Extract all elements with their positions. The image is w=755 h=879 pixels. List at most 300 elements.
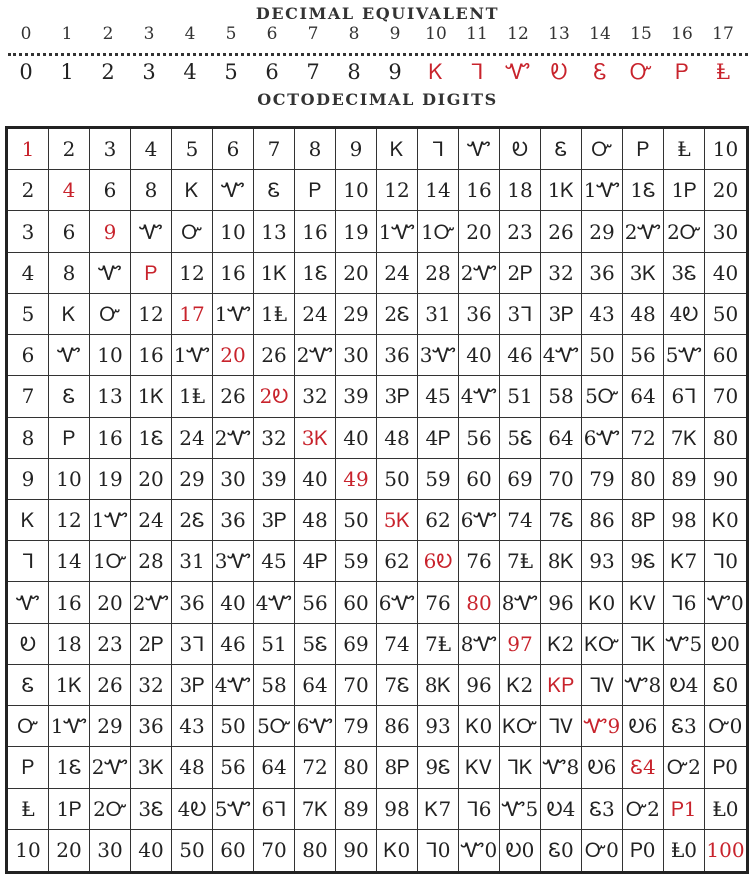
table-cell: 36: [213, 500, 254, 541]
table-cell: 1Ꮙ: [213, 294, 254, 335]
table-cell: Ꮕ2: [623, 789, 664, 830]
table-cell: 80: [459, 582, 500, 623]
table-cell: 3Ꮲ: [541, 294, 582, 335]
table-cell: 10: [336, 170, 377, 211]
table-cell: 60: [459, 459, 500, 500]
table-cell: Ꮙ: [459, 129, 500, 170]
octodecimal-digit: 2: [101, 60, 115, 84]
table-cell: Ꮲ: [623, 129, 664, 170]
table-cell: 4: [8, 253, 49, 294]
octodecimal-digit: Ꮙ: [505, 60, 531, 84]
table-cell: Ꮙ5: [664, 624, 705, 665]
table-cell: 12: [172, 253, 213, 294]
table-cell: 3: [8, 211, 49, 252]
table-cell: 10: [213, 211, 254, 252]
table-cell: ᒣ0: [705, 541, 746, 582]
table-cell: 4Ꮙ: [459, 376, 500, 417]
table-cell: 8: [131, 170, 172, 211]
table-cell: Ꮶ0: [377, 830, 418, 871]
table-cell: 4: [49, 170, 90, 211]
table-cell: Ꮶ: [377, 129, 418, 170]
table-cell: 2Ꮛ: [377, 294, 418, 335]
table-cell: Ꮕ2: [664, 747, 705, 788]
table-cell: 26: [90, 665, 131, 706]
table-cell: 89: [664, 459, 705, 500]
table-cell: 1Ꮛ: [295, 253, 336, 294]
multiplication-table: [5, 126, 749, 874]
table-cell: ᒣ: [8, 541, 49, 582]
table-cell: 64: [541, 418, 582, 459]
table-cell: 80: [295, 830, 336, 871]
table-cell: 1Ꮛ: [131, 418, 172, 459]
decimal-value: 9: [389, 24, 401, 44]
decimal-value: 11: [466, 24, 488, 44]
table-cell: 16: [213, 253, 254, 294]
table-cell: 79: [582, 459, 623, 500]
table-cell: 4Ꮙ: [254, 582, 295, 623]
table-cell: 32: [295, 376, 336, 417]
table-cell: 6Ꮙ: [295, 706, 336, 747]
table-cell: 74: [377, 624, 418, 665]
table-cell: 48: [623, 294, 664, 335]
table-cell: Ꮛ3: [582, 789, 623, 830]
table-cell: ᒣᏦ: [623, 624, 664, 665]
table-cell: 6ᒣ: [664, 376, 705, 417]
table-cell: 31: [172, 541, 213, 582]
table-cell: Ꮲ: [295, 170, 336, 211]
table-cell: 51: [254, 624, 295, 665]
table-cell: Ꮛ: [254, 170, 295, 211]
table-cell: Ꮕ: [582, 129, 623, 170]
table-cell: 49: [336, 459, 377, 500]
table-cell: 2Ꮕ: [90, 789, 131, 830]
decimal-value: 10: [425, 24, 447, 44]
table-cell: 1Ꮲ: [49, 789, 90, 830]
table-cell: 30: [90, 830, 131, 871]
table-cell: 14: [49, 541, 90, 582]
table-cell: 2: [49, 129, 90, 170]
table-cell: 20: [213, 335, 254, 376]
table-cell: 2: [8, 170, 49, 211]
table-cell: 90: [336, 830, 377, 871]
decimal-value: 7: [307, 24, 319, 44]
table-cell: 74: [500, 500, 541, 541]
table-cell: 56: [623, 335, 664, 376]
table-cell: 50: [172, 830, 213, 871]
table-cell: 16: [459, 170, 500, 211]
table-cell: 9: [90, 211, 131, 252]
table-cell: Ꮙ: [131, 211, 172, 252]
table-cell: 9: [8, 459, 49, 500]
table-cell: 1Ꮕ: [418, 211, 459, 252]
table-cell: 48: [172, 747, 213, 788]
table-cell: Ⱡ0: [705, 789, 746, 830]
dotted-divider: [8, 53, 748, 56]
table-cell: 29: [336, 294, 377, 335]
table-cell: 60: [213, 830, 254, 871]
table-cell: 2Ꮛ: [172, 500, 213, 541]
decimal-value: 5: [225, 24, 237, 44]
table-cell: 20: [90, 582, 131, 623]
octodecimal-digit: 1: [60, 60, 74, 84]
octodecimal-digit: 6: [265, 60, 279, 84]
table-cell: 3: [90, 129, 131, 170]
table-cell: 58: [254, 665, 295, 706]
table-cell: 39: [254, 459, 295, 500]
table-cell: 4: [131, 129, 172, 170]
table-cell: 12: [131, 294, 172, 335]
table-cell: 2Ꮙ: [131, 582, 172, 623]
octodecimal-digit: Ꭷ: [550, 60, 568, 84]
table-cell: 20: [459, 211, 500, 252]
table-cell: 1Ꮙ: [90, 500, 131, 541]
table-cell: Ꮙ8: [623, 665, 664, 706]
table-cell: 5Ꮛ: [295, 624, 336, 665]
octodecimal-digit: 0: [19, 60, 33, 84]
table-cell: 8: [49, 253, 90, 294]
table-cell: ᏦᏅ: [500, 706, 541, 747]
table-cell: 1Ꮛ: [623, 170, 664, 211]
table-cell: ᏦᏅ: [582, 624, 623, 665]
table-cell: 7Ꮶ: [295, 789, 336, 830]
table-cell: 9: [336, 129, 377, 170]
table-cell: 80: [336, 747, 377, 788]
table-cell: 3Ꮶ: [295, 418, 336, 459]
table-cell: 50: [213, 706, 254, 747]
table-cell: 16: [131, 335, 172, 376]
table-cell: 8Ꮶ: [541, 541, 582, 582]
table-cell: Ꭷ4: [664, 665, 705, 706]
table-cell: 8Ꮶ: [418, 665, 459, 706]
table-cell: Ꮶ: [49, 294, 90, 335]
table-cell: 16: [49, 582, 90, 623]
table-cell: ᒣᏙ: [541, 706, 582, 747]
table-cell: Ꮶ7: [418, 789, 459, 830]
table-cell: 26: [213, 376, 254, 417]
table-cell: 9Ꮛ: [623, 541, 664, 582]
octodecimal-digit: 7: [306, 60, 320, 84]
table-cell: 98: [377, 789, 418, 830]
table-cell: 30: [336, 335, 377, 376]
table-cell: 3Ꮶ: [131, 747, 172, 788]
decimal-value: 8: [348, 24, 360, 44]
table-cell: 1Ꮙ: [49, 706, 90, 747]
table-cell: 4Ꮲ: [418, 418, 459, 459]
table-cell: 9Ꮛ: [418, 747, 459, 788]
decimal-value: 17: [712, 24, 734, 44]
table-cell: 26: [541, 211, 582, 252]
table-cell: 26: [254, 335, 295, 376]
table-cell: 18: [500, 170, 541, 211]
table-cell: 1Ꮲ: [664, 170, 705, 211]
table-cell: 62: [418, 500, 459, 541]
table-cell: 24: [172, 418, 213, 459]
table-cell: Ꮶ: [172, 170, 213, 211]
table-cell: 5: [172, 129, 213, 170]
table-cell: 1Ꮙ: [582, 170, 623, 211]
table-cell: 20: [336, 253, 377, 294]
table-cell: 36: [459, 294, 500, 335]
table-cell: 6: [213, 129, 254, 170]
table-cell: 46: [213, 624, 254, 665]
decimal-value: 3: [143, 24, 155, 44]
table-cell: 1Ⱡ: [254, 294, 295, 335]
table-cell: 1Ꮶ: [131, 376, 172, 417]
table-cell: 2Ꮲ: [500, 253, 541, 294]
table-cell: Ꮕ: [172, 211, 213, 252]
table-cell: Ⱡ: [664, 129, 705, 170]
table-cell: 60: [705, 335, 746, 376]
table-cell: 64: [254, 747, 295, 788]
table-cell: ᏦᏙ: [623, 582, 664, 623]
table-cell: 10: [8, 830, 49, 871]
table-cell: 24: [295, 294, 336, 335]
table-cell: ᏦᏙ: [459, 747, 500, 788]
table-cell: 80: [705, 418, 746, 459]
octodecimal-digit: 4: [183, 60, 197, 84]
table-cell: Ꮙ0: [459, 830, 500, 871]
table-cell: 5Ꮙ: [664, 335, 705, 376]
table-cell: 2Ꮙ: [295, 335, 336, 376]
table-cell: 20: [705, 170, 746, 211]
table-cell: 1Ꮶ: [254, 253, 295, 294]
table-cell: ᒣ0: [418, 830, 459, 871]
table-cell: 1Ꮶ: [541, 170, 582, 211]
table-cell: 4Ꭷ: [664, 294, 705, 335]
table-cell: 98: [664, 500, 705, 541]
table-cell: 70: [705, 376, 746, 417]
table-cell: 70: [336, 665, 377, 706]
table-cell: Ꮲ0: [623, 830, 664, 871]
octodecimal-digit: 8: [347, 60, 361, 84]
table-cell: Ꮙ: [90, 253, 131, 294]
table-cell: 2Ꮙ: [623, 211, 664, 252]
decimal-value: 13: [548, 24, 570, 44]
table-cell: 19: [90, 459, 131, 500]
table-cell: Ꮙ0: [705, 582, 746, 623]
table-cell: 58: [541, 376, 582, 417]
octodecimal-digit: Ꮕ: [629, 60, 653, 84]
table-cell: 2Ꮙ: [459, 253, 500, 294]
table-cell: 64: [623, 376, 664, 417]
table-cell: 31: [418, 294, 459, 335]
table-cell: 59: [418, 459, 459, 500]
table-cell: 45: [418, 376, 459, 417]
table-cell: Ꮶ0: [705, 500, 746, 541]
table-cell: 8: [295, 129, 336, 170]
table-cell: 32: [541, 253, 582, 294]
table-cell: Ꮛ0: [541, 830, 582, 871]
table-cell: 23: [500, 211, 541, 252]
table-cell: 7Ꮛ: [377, 665, 418, 706]
table-cell: 8Ꮙ: [459, 624, 500, 665]
octodecimal-digit: 9: [388, 60, 402, 84]
decimal-equivalent-heading: DECIMAL EQUIVALENT: [255, 4, 500, 23]
table-cell: 28: [131, 541, 172, 582]
octodecimal-digit: Ꮲ: [675, 60, 689, 84]
table-cell: 10: [705, 129, 746, 170]
table-cell: 60: [336, 582, 377, 623]
decimal-value: 14: [589, 24, 611, 44]
table-cell: 20: [49, 830, 90, 871]
table-cell: Ꮶ: [8, 500, 49, 541]
table-cell: 20: [131, 459, 172, 500]
table-cell: 7: [254, 129, 295, 170]
table-cell: 5Ꮕ: [254, 706, 295, 747]
table-cell: 36: [582, 253, 623, 294]
table-cell: 2Ꮲ: [131, 624, 172, 665]
table-cell: 50: [377, 459, 418, 500]
table-cell: 6: [49, 211, 90, 252]
table-cell: 80: [623, 459, 664, 500]
table-cell: 14: [418, 170, 459, 211]
table-cell: 43: [582, 294, 623, 335]
table-cell: 28: [418, 253, 459, 294]
multiplication-grid: [8, 129, 746, 871]
table-cell: 8Ꮲ: [377, 747, 418, 788]
table-cell: Ꮕ0: [705, 706, 746, 747]
table-cell: Ꮙ8: [541, 747, 582, 788]
table-cell: Ꮙ5: [500, 789, 541, 830]
table-cell: 29: [172, 459, 213, 500]
table-cell: 40: [336, 418, 377, 459]
table-cell: Ꭷ: [500, 129, 541, 170]
table-cell: 5Ꮛ: [500, 418, 541, 459]
table-cell: 2Ꮕ: [664, 211, 705, 252]
table-cell: Ꮲ: [131, 253, 172, 294]
table-cell: 1Ꮶ: [49, 665, 90, 706]
table-cell: Ꮙ: [8, 582, 49, 623]
table-cell: 3Ꮛ: [131, 789, 172, 830]
table-cell: Ꮛ0: [705, 665, 746, 706]
table-cell: 29: [90, 706, 131, 747]
table-cell: 3Ꮛ: [664, 253, 705, 294]
table-cell: 90: [705, 459, 746, 500]
table-cell: 30: [705, 211, 746, 252]
table-cell: 5Ꮕ: [582, 376, 623, 417]
decimal-value: 16: [671, 24, 693, 44]
table-cell: 56: [213, 747, 254, 788]
table-cell: 7: [8, 376, 49, 417]
table-cell: Ꮕ: [90, 294, 131, 335]
table-cell: Ꮲ: [49, 418, 90, 459]
table-cell: 6Ꮙ: [377, 582, 418, 623]
table-cell: 40: [459, 335, 500, 376]
table-cell: 3Ꮲ: [377, 376, 418, 417]
table-cell: 69: [500, 459, 541, 500]
table-cell: Ꭷ: [8, 624, 49, 665]
table-cell: Ꭷ4: [541, 789, 582, 830]
decimal-value: 12: [507, 24, 529, 44]
table-cell: ᒣᏙ: [582, 665, 623, 706]
table-cell: Ⱡ: [8, 789, 49, 830]
table-cell: 3ᒣ: [172, 624, 213, 665]
table-cell: 72: [295, 747, 336, 788]
table-cell: 48: [377, 418, 418, 459]
table-cell: 2Ꮙ: [90, 747, 131, 788]
table-cell: 3Ꮲ: [254, 500, 295, 541]
table-cell: ᒣᏦ: [500, 747, 541, 788]
table-cell: 13: [90, 376, 131, 417]
table-cell: Ꮕ0: [582, 830, 623, 871]
table-cell: 93: [582, 541, 623, 582]
table-cell: Ꮲ1: [664, 789, 705, 830]
table-cell: Ꮛ: [8, 665, 49, 706]
table-cell: Ꮛ3: [664, 706, 705, 747]
table-cell: 19: [336, 211, 377, 252]
table-cell: 40: [295, 459, 336, 500]
table-cell: 40: [213, 582, 254, 623]
table-cell: 79: [336, 706, 377, 747]
table-cell: 76: [418, 582, 459, 623]
table-cell: ᒣ6: [664, 582, 705, 623]
table-cell: 6Ꭷ: [418, 541, 459, 582]
table-cell: 1: [8, 129, 49, 170]
octodecimal-digits-heading: OCTODECIMAL DIGITS: [257, 90, 498, 109]
decimal-value: 2: [102, 24, 114, 44]
table-cell: 36: [377, 335, 418, 376]
table-cell: 40: [131, 830, 172, 871]
table-cell: Ꮶ2: [541, 624, 582, 665]
table-cell: 62: [377, 541, 418, 582]
table-cell: 4Ꮲ: [295, 541, 336, 582]
table-cell: 39: [336, 376, 377, 417]
table-cell: 6Ꮙ: [459, 500, 500, 541]
table-cell: 100: [706, 838, 745, 863]
table-cell: 3Ꮲ: [172, 665, 213, 706]
table-cell: 32: [254, 418, 295, 459]
table-cell: 2Ꮙ: [213, 418, 254, 459]
table-cell: 16: [90, 418, 131, 459]
octodecimal-digit: ᒣ: [470, 60, 484, 84]
table-cell: 7Ⱡ: [418, 624, 459, 665]
table-cell: Ꮛ: [541, 129, 582, 170]
table-cell: 24: [131, 500, 172, 541]
table-cell: 50: [582, 335, 623, 376]
table-cell: Ꮛ: [49, 376, 90, 417]
table-cell: 70: [541, 459, 582, 500]
table-cell: 8Ꮲ: [623, 500, 664, 541]
table-cell: Ꮶ7: [664, 541, 705, 582]
table-cell: 70: [254, 830, 295, 871]
table-cell: 76: [459, 541, 500, 582]
table-cell: Ꮛ4: [623, 747, 664, 788]
table-cell: 50: [336, 500, 377, 541]
table-cell: 36: [172, 582, 213, 623]
table-cell: 1Ⱡ: [172, 376, 213, 417]
table-cell: Ꭷ0: [705, 624, 746, 665]
decimal-value: 4: [184, 24, 196, 44]
table-cell: 5Ꮶ: [377, 500, 418, 541]
table-cell: 16: [295, 211, 336, 252]
table-cell: 13: [254, 211, 295, 252]
table-cell: 4Ꮙ: [213, 665, 254, 706]
octodecimal-digits-row: [0, 60, 755, 88]
table-cell: 29: [582, 211, 623, 252]
table-cell: 2Ꭷ: [254, 376, 295, 417]
table-cell: ᒣ6: [459, 789, 500, 830]
table-cell: 89: [336, 789, 377, 830]
table-cell: 18: [49, 624, 90, 665]
table-cell: 17: [172, 294, 213, 335]
table-cell: Ꮙ: [213, 170, 254, 211]
decimal-value: 0: [20, 24, 32, 44]
table-cell: ᒣ: [418, 129, 459, 170]
table-cell: Ꮲ0: [705, 747, 746, 788]
table-cell: Ꮶ0: [459, 706, 500, 747]
table-cell: 12: [49, 500, 90, 541]
octodecimal-digit: 5: [224, 60, 238, 84]
